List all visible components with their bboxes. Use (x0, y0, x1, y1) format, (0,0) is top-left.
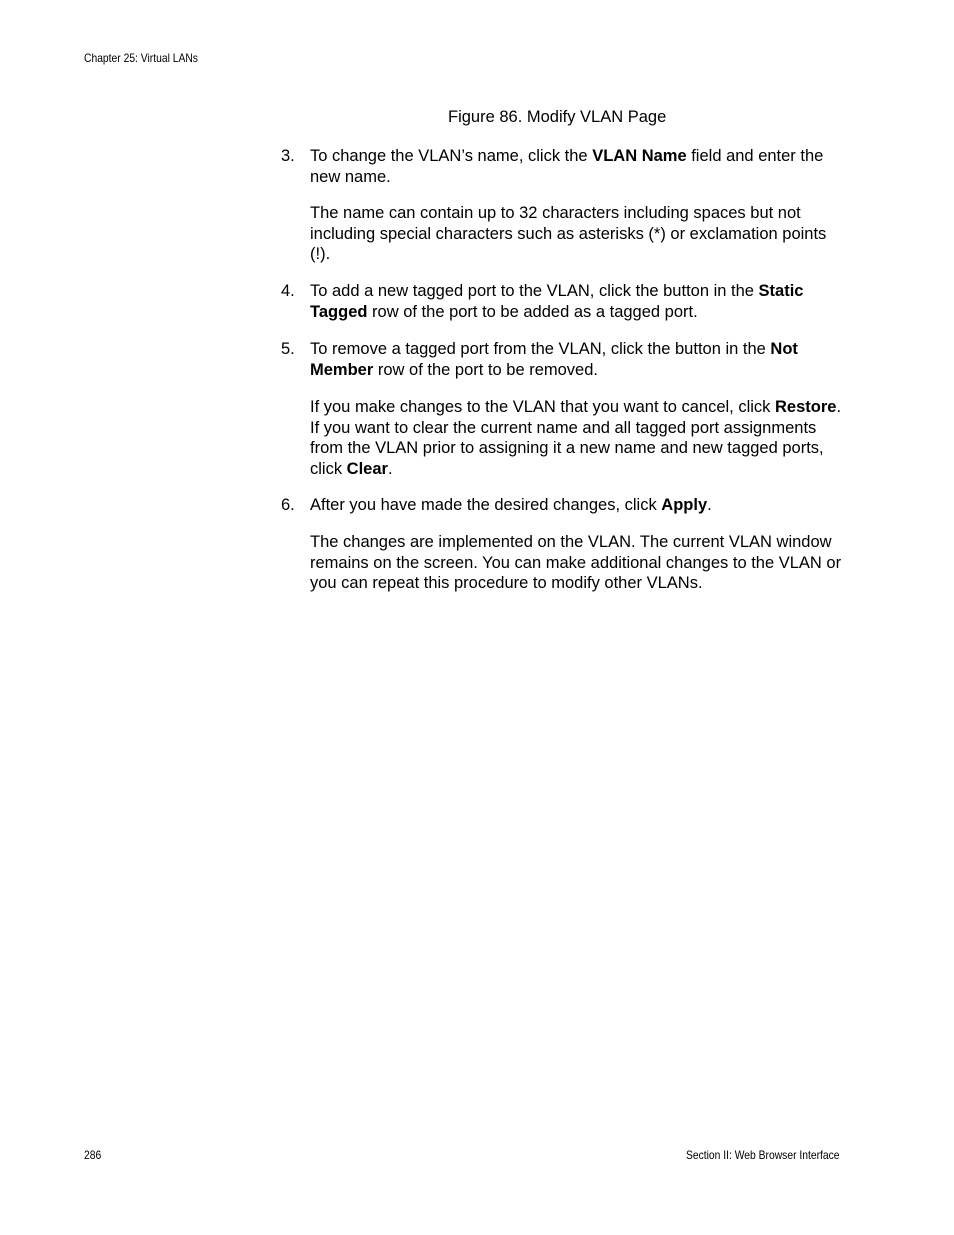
step-3 (281, 146, 841, 187)
ui-term-not-member: Not Member (310, 340, 798, 379)
figure-caption: Figure 86. Modify VLAN Page (448, 108, 667, 126)
note-name-rules: The name can contain up to 32 characters including spaces but not including special characters such as asterisks (*) or exclamation points (!). (310, 204, 827, 263)
ui-term-vlan-name: VLAN Name (592, 147, 687, 165)
page-number: 286 (84, 1148, 102, 1162)
ui-term-static-tagged: Static Tagged (310, 282, 804, 321)
note-restore-clear: If you make changes to the VLAN that you want to cancel, click Restore. If you want to clear the current name and all tagged port assignments from the VLAN prior to assigning it a new name and new tagged ports, click Clear. (310, 398, 842, 478)
step-number: 4. (281, 282, 295, 300)
footer-section: Section II: Web Browser Interface (686, 1148, 840, 1162)
step-5 (281, 339, 841, 380)
step-6 (281, 495, 841, 516)
step-text: After you have made the desired changes, click Apply. (310, 496, 712, 514)
step-number: 5. (281, 340, 295, 358)
ui-term-restore: Restore (775, 398, 837, 416)
note-result: The changes are implemented on the VLAN. The current VLAN window remains on the screen. You can make additional changes to the VLAN or you can repeat this procedure to modify other VLANs. (310, 533, 842, 592)
step-number: 3. (281, 147, 295, 165)
ui-term-clear: Clear (346, 459, 388, 478)
ui-term-apply: Apply (661, 496, 708, 514)
step-4 (281, 281, 841, 322)
step-text: To remove a tagged port from the VLAN, click the button in the Not Member row of the port to be removed. (310, 340, 798, 379)
running-header: Chapter 25: Virtual LANs (84, 51, 198, 65)
step-number: 6. (281, 496, 295, 514)
step-text: To change the VLAN’s name, click the VLAN Name field and enter the new name. (310, 147, 824, 186)
step-text: To add a new tagged port to the VLAN, click the button in the Static Tagged row of the port to be added as a tagged port. (310, 282, 804, 321)
